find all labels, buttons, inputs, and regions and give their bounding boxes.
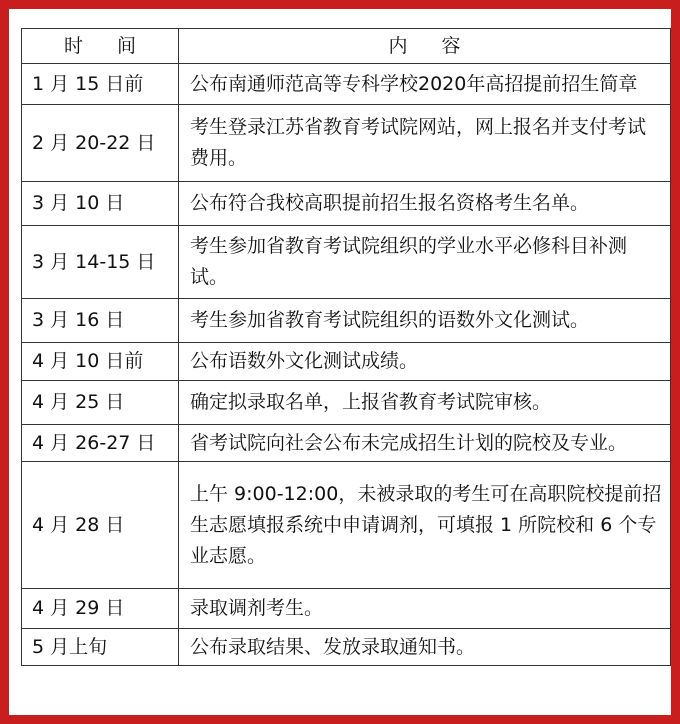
- table-row: [22, 462, 671, 589]
- row-time: 3 月 10 日: [22, 182, 179, 226]
- row-content: 公布语数外文化测试成绩。: [179, 343, 671, 381]
- row-time: 3 月 14-15 日: [22, 226, 179, 299]
- row-content: 考生参加省教育考试院组织的学业水平必修科目补测试。: [179, 226, 671, 299]
- table-row: [22, 105, 671, 182]
- table-row: [22, 182, 671, 226]
- table-header-row: [22, 29, 671, 64]
- row-content: 确定拟录取名单，上报省教育考试院审核。: [179, 381, 671, 425]
- row-time: 4 月 28 日: [22, 462, 179, 589]
- row-time: 1 月 15 日前: [22, 64, 179, 105]
- table-row: [22, 629, 671, 666]
- table-row: [22, 381, 671, 425]
- table-row: [22, 343, 671, 381]
- row-content: 上午 9:00-12:00，未被录取的考生可在高职院校提前招生志愿填报系统中申请调剂，可填报 1 所院校和 6 个专业志愿。: [179, 462, 671, 589]
- table-row: [22, 64, 671, 105]
- table-row: [22, 425, 671, 462]
- row-time: 2 月 20-22 日: [22, 105, 179, 182]
- row-content: 公布录取结果、发放录取通知书。: [179, 629, 671, 666]
- table-row: [22, 589, 671, 629]
- time-column-header: 时 间: [22, 29, 179, 64]
- row-time: 4 月 26-27 日: [22, 425, 179, 462]
- row-time: 5 月上旬: [22, 629, 179, 666]
- row-content: 公布南通师范高等专科学校2020年高招提前招生简章: [179, 64, 671, 105]
- admission-schedule-table: [21, 28, 671, 666]
- row-time: 4 月 25 日: [22, 381, 179, 425]
- row-time: 4 月 10 日前: [22, 343, 179, 381]
- table-row: [22, 299, 671, 343]
- row-content: 录取调剂考生。: [179, 589, 671, 629]
- content-column-header: 内 容: [179, 29, 671, 64]
- table-row: [22, 226, 671, 299]
- row-time: 4 月 29 日: [22, 589, 179, 629]
- row-content: 省考试院向社会公布未完成招生计划的院校及专业。: [179, 425, 671, 462]
- row-content: 考生参加省教育考试院组织的语数外文化测试。: [179, 299, 671, 343]
- row-time: 3 月 16 日: [22, 299, 179, 343]
- row-content: 考生登录江苏省教育考试院网站，网上报名并支付考试费用。: [179, 105, 671, 182]
- row-content: 公布符合我校高职提前招生报名资格考生名单。: [179, 182, 671, 226]
